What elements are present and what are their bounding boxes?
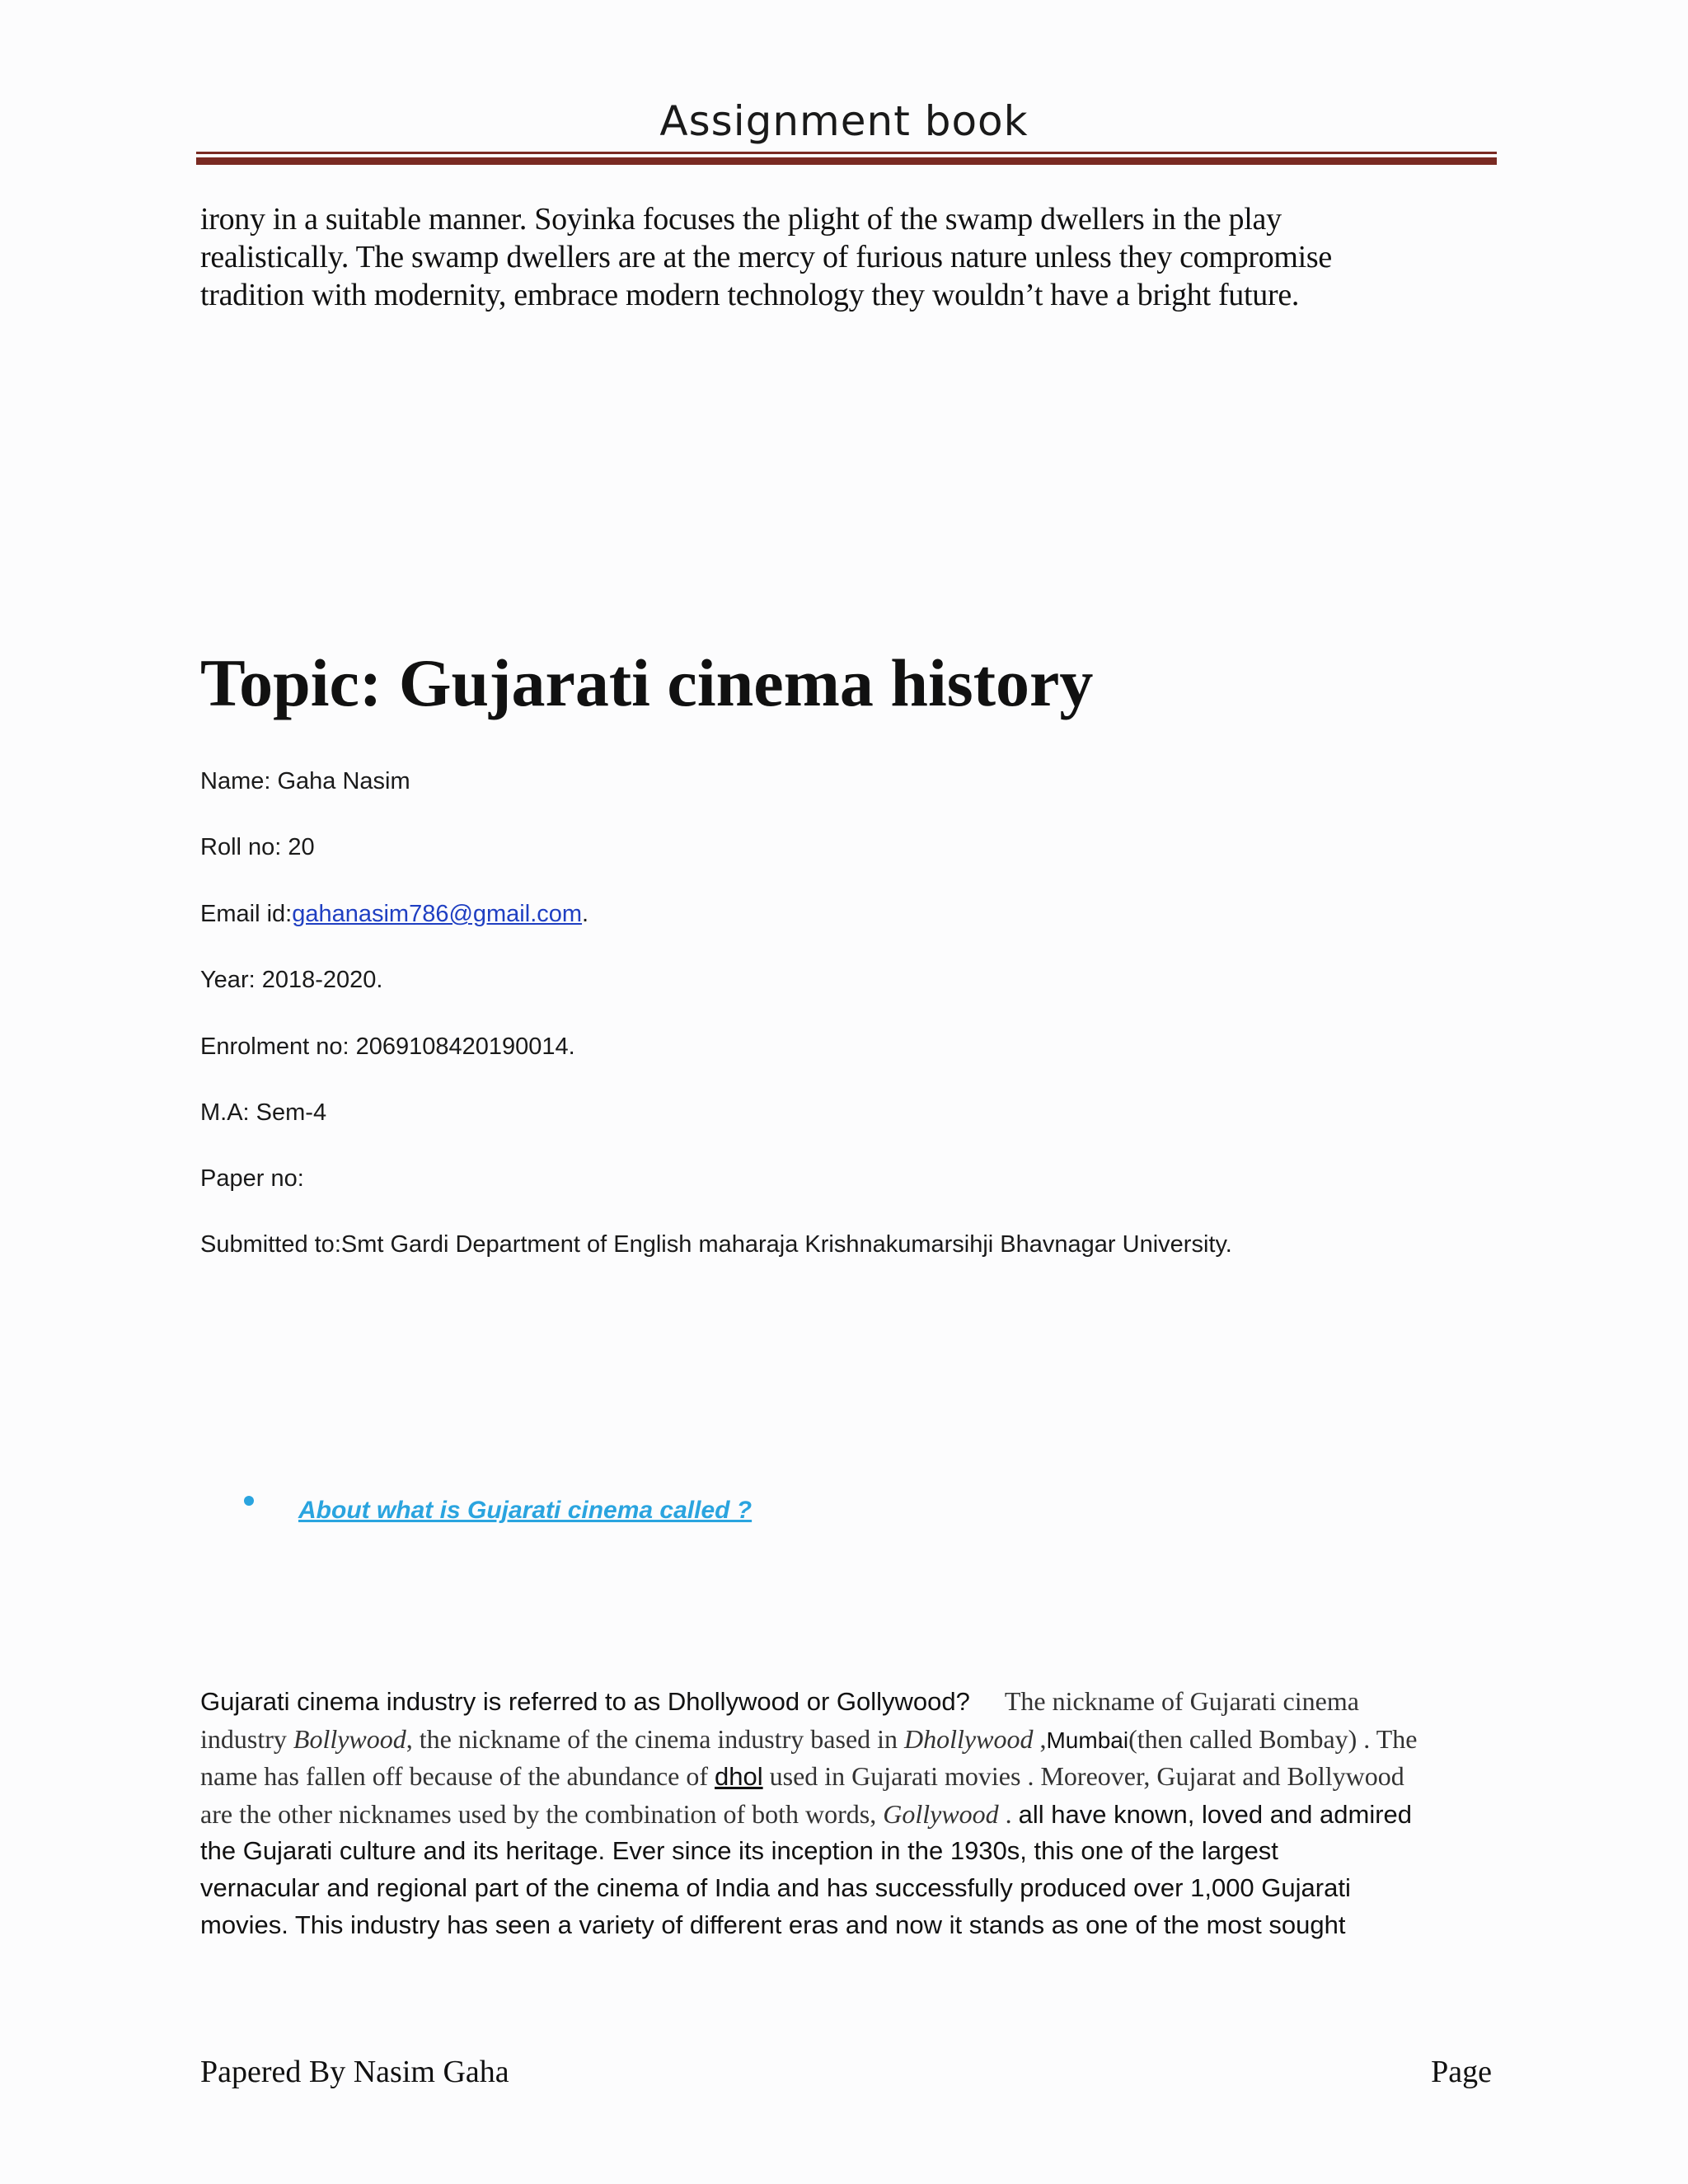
email-line bbox=[200, 901, 588, 928]
para-line bbox=[200, 1761, 1404, 1792]
para-text: Gollywood bbox=[883, 1799, 999, 1829]
para-line bbox=[200, 1799, 1412, 1830]
para-text: , the nickname of the cinema industry based in bbox=[406, 1724, 905, 1754]
roll-line: Roll no: 20 bbox=[200, 834, 315, 860]
footer-author: Papered By Nasim Gaha bbox=[200, 2055, 509, 2089]
para-text: . bbox=[998, 1799, 1019, 1829]
para-text: Gujarati cinema industry is referred to as Dhollywood or Gollywood? bbox=[200, 1687, 970, 1716]
intro-line: realistically. The swamp dwellers are at the mercy of furious nature unless they compromise bbox=[200, 240, 1332, 274]
para-text: The nickname of Gujarati cinema bbox=[1004, 1686, 1359, 1716]
intro-paragraph bbox=[200, 200, 1503, 314]
email-tail: . bbox=[582, 901, 589, 927]
topic-heading: Topic: Gujarati cinema history bbox=[200, 645, 1094, 720]
enrolment-line: Enrolment no: 2069108420190014. bbox=[200, 1033, 575, 1060]
submitted-line: Submitted to:Smt Gardi Department of English maharaja Krishnakumarsihji Bhavnagar University. bbox=[200, 1231, 1232, 1258]
email-label: Email id: bbox=[200, 901, 293, 927]
paper-line: Paper no: bbox=[200, 1165, 304, 1192]
para-text: used in Gujarati movies . Moreover, Gujarat and Bollywood bbox=[762, 1761, 1404, 1791]
para-text: Mumbai bbox=[1046, 1727, 1129, 1753]
para-text: , bbox=[1033, 1724, 1047, 1754]
para-text: Dhollywood bbox=[904, 1724, 1034, 1754]
para-line: vernacular and regional part of the cinema of India and has successfully produced over 1,000 Gujarati bbox=[200, 1873, 1351, 1902]
para-text: name has fallen off because of the abundance of bbox=[200, 1761, 715, 1791]
email-link[interactable]: gahanasim786@gmail.com bbox=[292, 901, 583, 927]
intro-line: tradition with modernity, embrace modern technology they wouldn’t have a bright future. bbox=[200, 278, 1300, 312]
footer-page-label: Page bbox=[1431, 2055, 1492, 2089]
para-text: dhol bbox=[715, 1762, 763, 1791]
ma-line: M.A: Sem-4 bbox=[200, 1099, 327, 1126]
header-divider bbox=[196, 152, 1497, 165]
para-text: industry bbox=[200, 1724, 293, 1754]
para-text: (then called Bombay) . The bbox=[1128, 1724, 1418, 1754]
intro-line: irony in a suitable manner. Soyinka focuses the plight of the swamp dwellers in the play bbox=[200, 202, 1282, 237]
header-title: Assignment book bbox=[659, 97, 1029, 145]
bullet-dot-icon bbox=[244, 1496, 254, 1506]
para-line: the Gujarati culture and its heritage. Ever since its inception in the 1930s, this one of the largest bbox=[200, 1836, 1278, 1865]
para-line bbox=[200, 1686, 1359, 1717]
name-line: Name: Gaha Nasim bbox=[200, 768, 410, 794]
para-text: are the other nicknames used by the combination of both words, bbox=[200, 1799, 884, 1829]
section-link[interactable]: About what is Gujarati cinema called ? bbox=[298, 1497, 753, 1524]
para-line bbox=[200, 1724, 1417, 1755]
para-text: all have known, loved and admired bbox=[1018, 1800, 1413, 1829]
para-line: movies. This industry has seen a variety of different eras and now it stands as one of the most sought bbox=[200, 1910, 1346, 1939]
year-line: Year: 2018-2020. bbox=[200, 967, 383, 993]
para-text: Bollywood bbox=[293, 1724, 406, 1754]
